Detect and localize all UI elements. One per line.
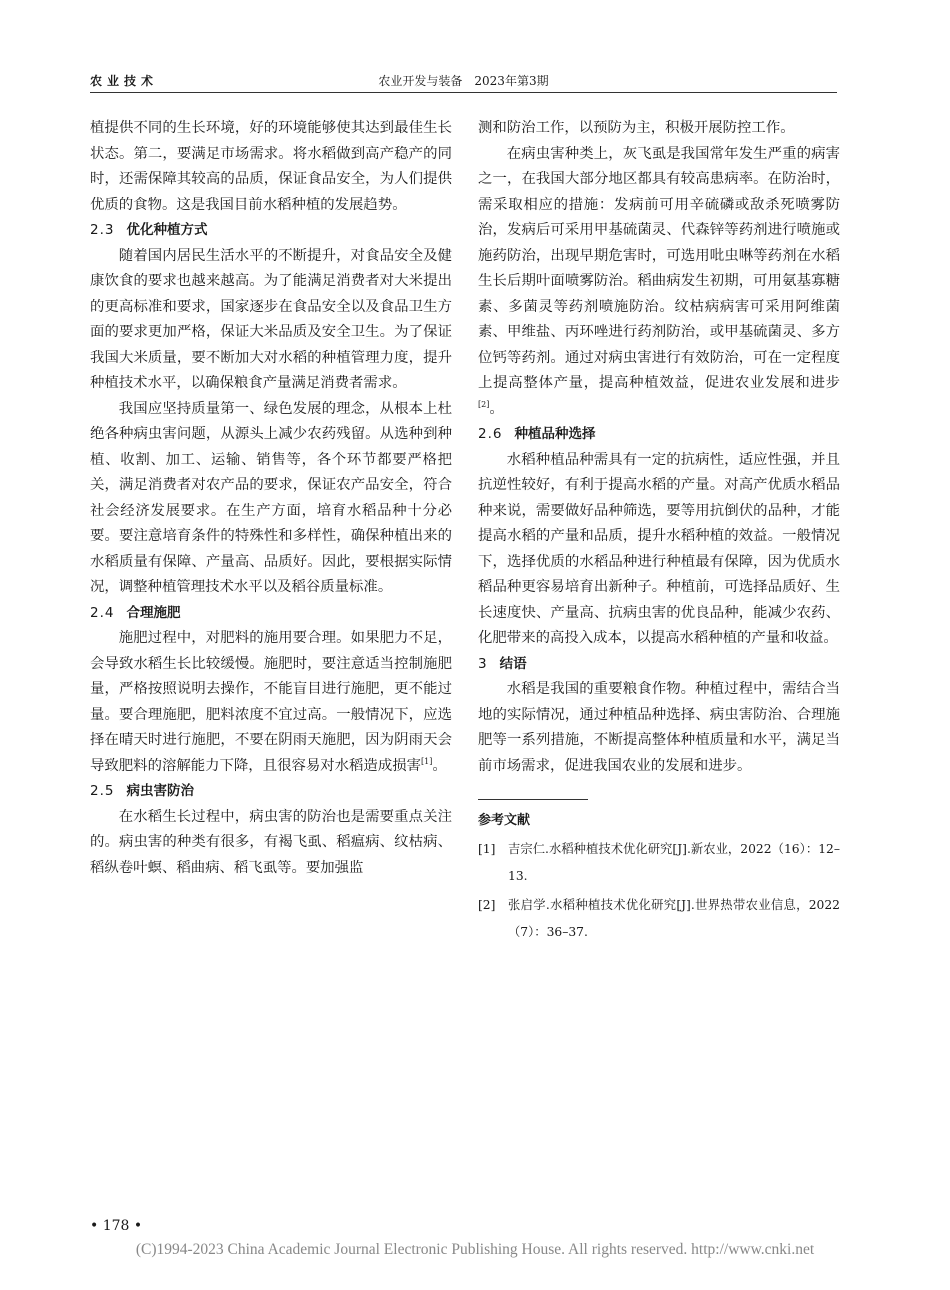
citation-2[interactable]: [2] <box>478 399 490 409</box>
paragraph: 施肥过程中，对肥料的施用要合理。如果肥力不足，会导致水稻生长比较缓慢。施肥时，要注意适当控制施肥量，严格按照说明去操作，不能盲目进行施肥，更不能过量。要合理施肥，肥料浓度不宜过高。一般情况下，应选择在晴天时进行施肥，不要在阴雨天施肥，因为阴雨天会导致肥料的溶解能力下降，且很容易对水稻造成损害[1]。 <box>90 630 452 774</box>
paragraph: 在病虫害种类上，灰飞虱是我国常年发生严重的病害之一，在我国大部分地区都具有较高患病率。在防治时，需采取相应的措施：发病前可用辛硫磷或敌杀死喷雾防治，发病后可采用甲基硫菌灵、代森锌等药剂进行喷施或施药防治，出现早期危害时，可选用吡虫啉等药剂在水稻生长后期叶面喷雾防治。稻曲病发生初期，可用氨基寡糖素、多菌灵等药剂喷施防治。纹枯病病害可采用阿维菌素、甲维盐、丙环唑进行药剂防治，或甲基硫菌灵、多方位钙等药剂。通过对病虫害进行有效防治，可在一定程度上提高整体产量，提高种植效益，促进农业发展和进步[2]。 <box>478 145 840 417</box>
section-heading-2-3: 2.3 优化种植方式 <box>90 222 208 238</box>
reference-text: 吉宗仁.水稻种植技术优化研究[J].新农业，2022（16）：12–13. <box>508 842 840 883</box>
section-heading-2-4: 2.4 合理施肥 <box>90 604 181 621</box>
copyright-footer: (C)1994-2023 China Academic Journal Electronic Publishing House. All rights reserved. http://www.cnki.net <box>135 1241 815 1258</box>
citation-1[interactable]: [1] <box>421 756 433 766</box>
section-heading-3: 3 结语 <box>478 655 527 672</box>
reference-item <box>478 892 840 946</box>
reference-number: [2] <box>478 898 496 912</box>
left-column <box>90 116 452 881</box>
reference-text: 张启学.水稻种植技术优化研究[J].世界热带农业信息，2022（7）：36–37. <box>508 898 840 939</box>
header-category: 农业技术 <box>90 74 159 88</box>
paragraph: 水稻是我国的重要粮食作物。种植过程中，需结合当地的实际情况，通过种植品种选择、病虫害防治、合理施肥等一系列措施，不断提高整体种植质量和水平，满足当前市场需求，促进我国农业的发展和进步。 <box>478 681 840 774</box>
references-title: 参考文献 <box>478 813 531 828</box>
paragraph: 我国应坚持质量第一、绿色发展的理念，从根本上杜绝各种病虫害问题，从源头上减少农药残留。从选种到种植、收割、加工、运输、销售等，各个环节都要严格把关，满足消费者对农产品的要求，保证农产品安全，符合社会经济发展要求。在生产方面，培育水稻品种十分必要。要注意培育条件的特殊性和多样性，确保种植出来的水稻质量有保障、产量高、品质好。因此，要根据实际情况，调整种植管理技术水平以及稻谷质量标准。 <box>90 400 452 595</box>
reference-item <box>478 836 840 890</box>
paragraph: 测和防治工作，以预防为主，积极开展防控工作。 <box>478 120 795 136</box>
references-divider <box>478 799 588 800</box>
section-heading-2-6: 2.6 种植品种选择 <box>478 426 596 442</box>
paragraph: 水稻种植品种需具有一定的抗病性，适应性强，并且抗逆性较好，有利于提高水稻的产量。对高产优质水稻品种来说，需要做好品种筛选，要等用抗倒伏的品种，才能提高水稻的产量和品质，提升水稻种植的效益。一般情况下，选择优质的水稻品种进行种植最有保障，因为优质水稻品种更容易培育出新种子。种植前，可选择品质好、生长速度快、产量高、抗病虫害的优良品种，能减少农药、化肥带来的高投入成本，以提高水稻种植的产量和收益。 <box>478 451 840 646</box>
page-number: • 178 • <box>90 1218 143 1234</box>
paragraph: 随着国内居民生活水平的不断提升，对食品安全及健康饮食的要求也越来越高。为了能满足消费者对大米提出的更高标准和要求，国家逐步在食品安全以及食品卫生方面的要求更加严格，保证大米品质及安全卫生。为了保证我国大米质量，要不断加大对水稻的种植管理力度，提升种植技术水平，以确保粮食产量满足消费者需求。 <box>90 247 452 391</box>
paragraph: 在水稻生长过程中，病虫害的防治也是需要重点关注的。病虫害的种类有很多，有褐飞虱、稻瘟病、纹枯病、稻纵卷叶螟、稻曲病、稻飞虱等。要加强监 <box>90 808 452 876</box>
paragraph: 植提供不同的生长环境，好的环境能够使其达到最佳生长状态。第二，要满足市场需求。将水稻做到高产稳产的同时，还需保障其较高的品质，保证食品安全，为人们提供优质的食物。这是我国目前水稻种植的发展趋势。 <box>90 120 452 213</box>
running-header <box>90 72 837 93</box>
header-journal: 农业开发与装备 2023年第3期 <box>378 74 549 88</box>
reference-number: [1] <box>478 842 496 856</box>
section-heading-2-5: 2.5 病虫害防治 <box>90 783 194 799</box>
right-column <box>478 116 840 948</box>
